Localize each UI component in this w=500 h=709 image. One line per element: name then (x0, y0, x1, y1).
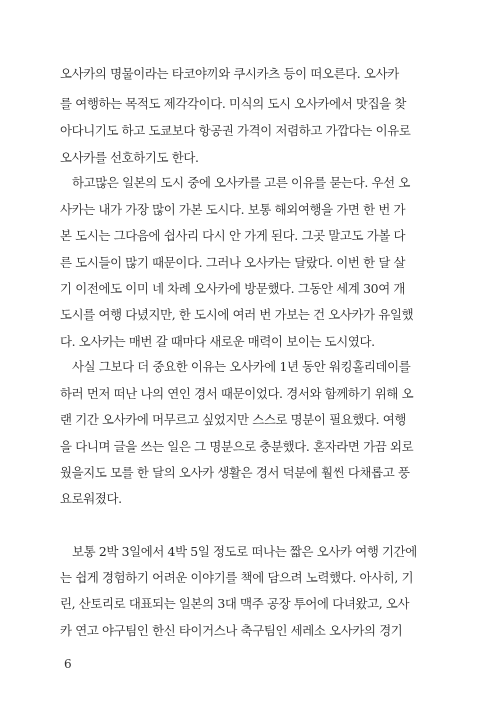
paragraph-first-line: 사실 그보다 더 중요한 이유는 오사카에 1년 동안 워킹홀리데이를 (72, 359, 411, 374)
text-line: 른 도시들이 많기 때문이다. 그러나 오사카는 달랐다. 이번 한 달 살 (60, 255, 406, 270)
text-line: 하러 먼저 떠난 나의 연인 경서 때문이었다. 경서와 함께하기 위해 오 (60, 386, 414, 401)
text-line: 아다니기도 하고 도쿄보다 항공권 가격이 저렴하고 가깝다는 이유로 (60, 123, 411, 138)
text-line: 카 연고 야구팀인 한신 타이거스나 축구팀인 세레소 오사카의 경기 (60, 623, 403, 638)
text-line: 을 다니며 글을 쓰는 일은 그 명분으로 충분했다. 혼자라면 가끔 외로 (60, 439, 414, 454)
text-line: 를 여행하는 목적도 제각각이다. 미식의 도시 오사카에서 맛집을 찾 (60, 96, 407, 111)
text-line: 오사카를 선호하기도 한다. (60, 150, 199, 165)
text-line: 본 도시는 그다음에 쉽사리 다시 안 가게 된다. 그곳 말고도 가볼 다 (60, 228, 406, 243)
text-line: 기 이전에도 이미 네 차례 오사카에 방문했다. 그동안 세계 30여 개 (60, 281, 406, 296)
text-line: 는 쉽게 경험하기 어려운 이야기를 책에 담으려 노력했다. 아사히, 기 (60, 570, 414, 585)
paragraph-first-line: 보통 2박 3일에서 4박 5일 정도로 떠나는 짧은 오사카 여행 기간에 (72, 544, 417, 559)
text-line: 웠을지도 모를 한 달의 오사카 생활은 경서 덕분에 훨씬 다채롭고 풍 (60, 465, 410, 480)
page-number: 6 (64, 657, 72, 671)
paragraph-first-line: 하고많은 일본의 도시 중에 오사카를 고른 이유를 묻는다. 우선 오 (72, 175, 410, 190)
text-line: 오사카의 명물이라는 타코야끼와 쿠시카츠 등이 떠오른다. 오사카 (60, 66, 399, 81)
text-line: 다. 오사카는 매번 갈 때마다 새로운 매력이 보이는 도시였다. (60, 334, 375, 349)
text-line: 요로워졌다. (60, 491, 122, 506)
text-line: 사카는 내가 가장 많이 가본 도시다. 보통 해외여행을 가면 한 번 가 (60, 202, 406, 217)
text-line: 도시를 여행 다녔지만, 한 도시에 여러 번 가보는 건 오사카가 유일했 (60, 307, 414, 322)
text-line: 린, 산토리로 대표되는 일본의 3대 맥주 공장 투어에 다녀왔고, 오사 (60, 596, 410, 611)
text-line: 랜 기간 오사카에 머무르고 싶었지만 스스로 명분이 필요했다. 여행 (60, 412, 407, 427)
